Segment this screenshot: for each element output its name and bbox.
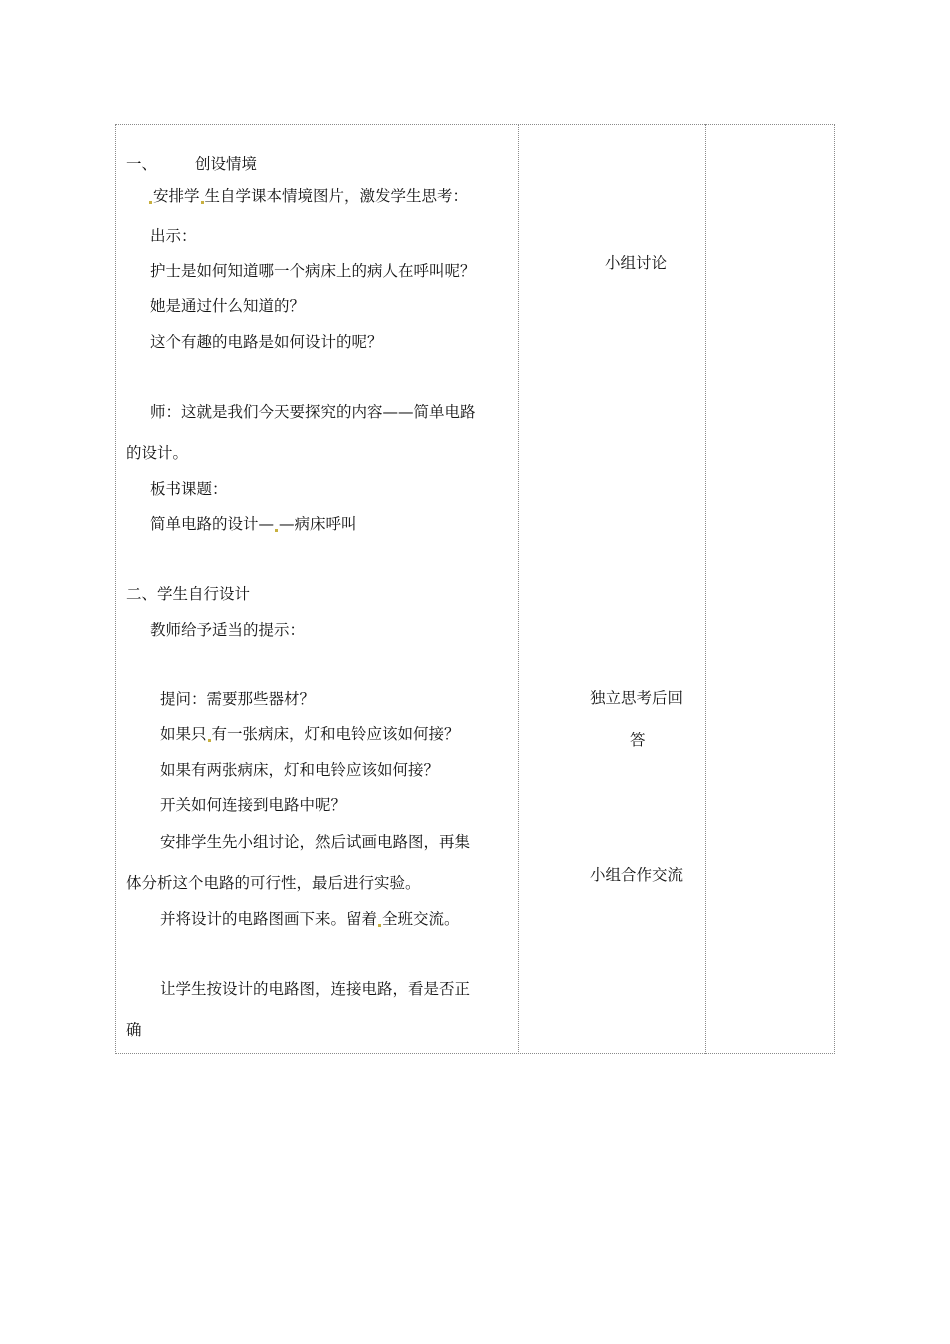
section1-title: 创设情境	[195, 155, 258, 173]
section2-heading: 二、学生自行设计	[126, 585, 251, 603]
section1-line-6: 师：这就是我们今天要探究的内容——简单电路	[150, 403, 476, 421]
section2-line-7: 体分析这个电路的可行性，最后进行实验。	[126, 874, 421, 892]
revision-mark	[275, 529, 278, 532]
section2-line-6: 安排学生先小组讨论，然后试画电路图，再集	[160, 833, 471, 851]
section2-line-4: 如果有两张病床，灯和电铃应该如何接？	[160, 761, 440, 779]
section1-line-8: 板书课题：	[150, 480, 228, 498]
section2-line-2: 提问：需要那些器材？	[160, 690, 316, 708]
section1-line-9	[150, 514, 357, 534]
text-fragment: 并将设计的电路图画下来。留着	[160, 910, 378, 928]
section1-line-2: 出示：	[150, 227, 197, 245]
section1-line-7: 的设计。	[126, 444, 189, 462]
text-fragment: 简单电路的设计—	[150, 515, 275, 533]
section1-heading	[126, 154, 257, 174]
revision-mark	[149, 201, 152, 204]
student-activity-2a: 独立思考后回	[590, 689, 684, 707]
text-fragment: 有一张病床，灯和电铃应该如何接？	[211, 725, 460, 743]
section1-number: 一、	[126, 155, 158, 173]
revision-mark	[201, 201, 204, 204]
section1-line-1	[148, 186, 468, 206]
text-fragment: 安排学	[153, 187, 200, 205]
student-activity-2b: 答	[630, 731, 646, 749]
section2-line-10: 确	[126, 1021, 142, 1039]
column-divider-2	[705, 124, 706, 1054]
section1-line-4: 她是通过什么知道的？	[150, 297, 306, 315]
text-fragment: 全班交流。	[382, 910, 460, 928]
text-fragment: 生自学课本情境图片，激发学生思考：	[204, 187, 469, 205]
text-fragment: —病床呼叫	[279, 515, 357, 533]
column-divider-1	[518, 124, 519, 1054]
text-fragment: 如果只	[160, 725, 207, 743]
student-activity-1: 小组讨论	[605, 254, 668, 272]
section2-line-1: 教师给予适当的提示：	[150, 621, 306, 639]
revision-mark	[378, 924, 381, 927]
section1-line-5: 这个有趣的电路是如何设计的呢？	[150, 333, 383, 351]
section2-line-5: 开关如何连接到电路中呢？	[160, 796, 347, 814]
section2-line-3	[160, 724, 460, 744]
section2-line-9: 让学生按设计的电路图，连接电路，看是否正	[160, 980, 471, 998]
section2-line-8	[160, 909, 460, 929]
section1-line-3: 护士是如何知道哪一个病床上的病人在呼叫呢？	[150, 262, 476, 280]
student-activity-3: 小组合作交流	[590, 866, 684, 884]
revision-mark	[208, 739, 211, 742]
